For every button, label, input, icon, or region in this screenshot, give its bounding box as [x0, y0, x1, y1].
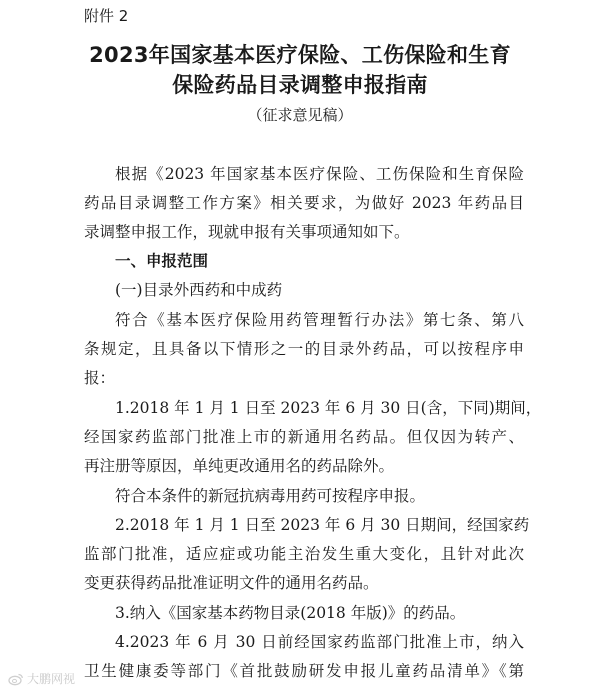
body-line: 卫生健康委等部门《首批鼓励研发申报儿童药品清单》《第	[84, 662, 524, 680]
body-line: 报：	[84, 369, 116, 387]
body-line: 再注册等原因，单纯更改通用名的药品除外。	[84, 457, 395, 475]
document-title-line-2: 保险药品目录调整申报指南	[172, 73, 428, 97]
body-line: 3.纳入《国家基本药物目录(2018 年版)》的药品。	[115, 604, 466, 622]
subsection-heading: (一)目录外西药和中成药	[115, 281, 283, 299]
body-line: 录调整申报工作，现就申报有关事项通知如下。	[84, 223, 410, 241]
body-line: 符合《基本医疗保险用药管理暂行办法》第七条、第八	[115, 311, 524, 329]
body-line: 根据《2023 年国家基本医疗保险、工伤保险和生育保险	[115, 165, 524, 183]
body-line: 药品目录调整工作方案》相关要求，为做好 2023 年药品目	[84, 194, 524, 212]
weibo-logo-icon	[8, 672, 24, 686]
body-line: 变更获得药品批准证明文件的通用名药品。	[84, 574, 379, 592]
watermark-text: 大鹏网视	[27, 672, 76, 686]
body-line: 2.2018 年 1 月 1 日至 2023 年 6 月 30 日期间，经国家药	[115, 516, 530, 534]
body-line: 条规定，且具备以下情形之一的目录外药品，可以按程序申	[84, 340, 524, 358]
body-line: 4.2023 年 6 月 30 日前经国家药监部门批准上市，纳入	[115, 633, 524, 651]
document-subtitle: （征求意见稿）	[247, 106, 353, 124]
attachment-label: 附件 2	[84, 7, 129, 25]
body-line: 经国家药监部门批准上市的新通用名药品。但仅因为转产、	[84, 428, 524, 446]
body-line: 1.2018 年 1 月 1 日至 2023 年 6 月 30 日(含，下同)期间，	[115, 399, 542, 417]
body-line: 监部门批准，适应症或功能主治发生重大变化，且针对此次	[84, 545, 524, 563]
body-line: 符合本条件的新冠抗病毒用药可按程序申报。	[115, 487, 426, 505]
document-title-line-1: 2023年国家基本医疗保险、工伤保险和生育	[89, 43, 511, 67]
section-heading: 一、申报范围	[115, 252, 209, 270]
watermark	[8, 672, 75, 686]
